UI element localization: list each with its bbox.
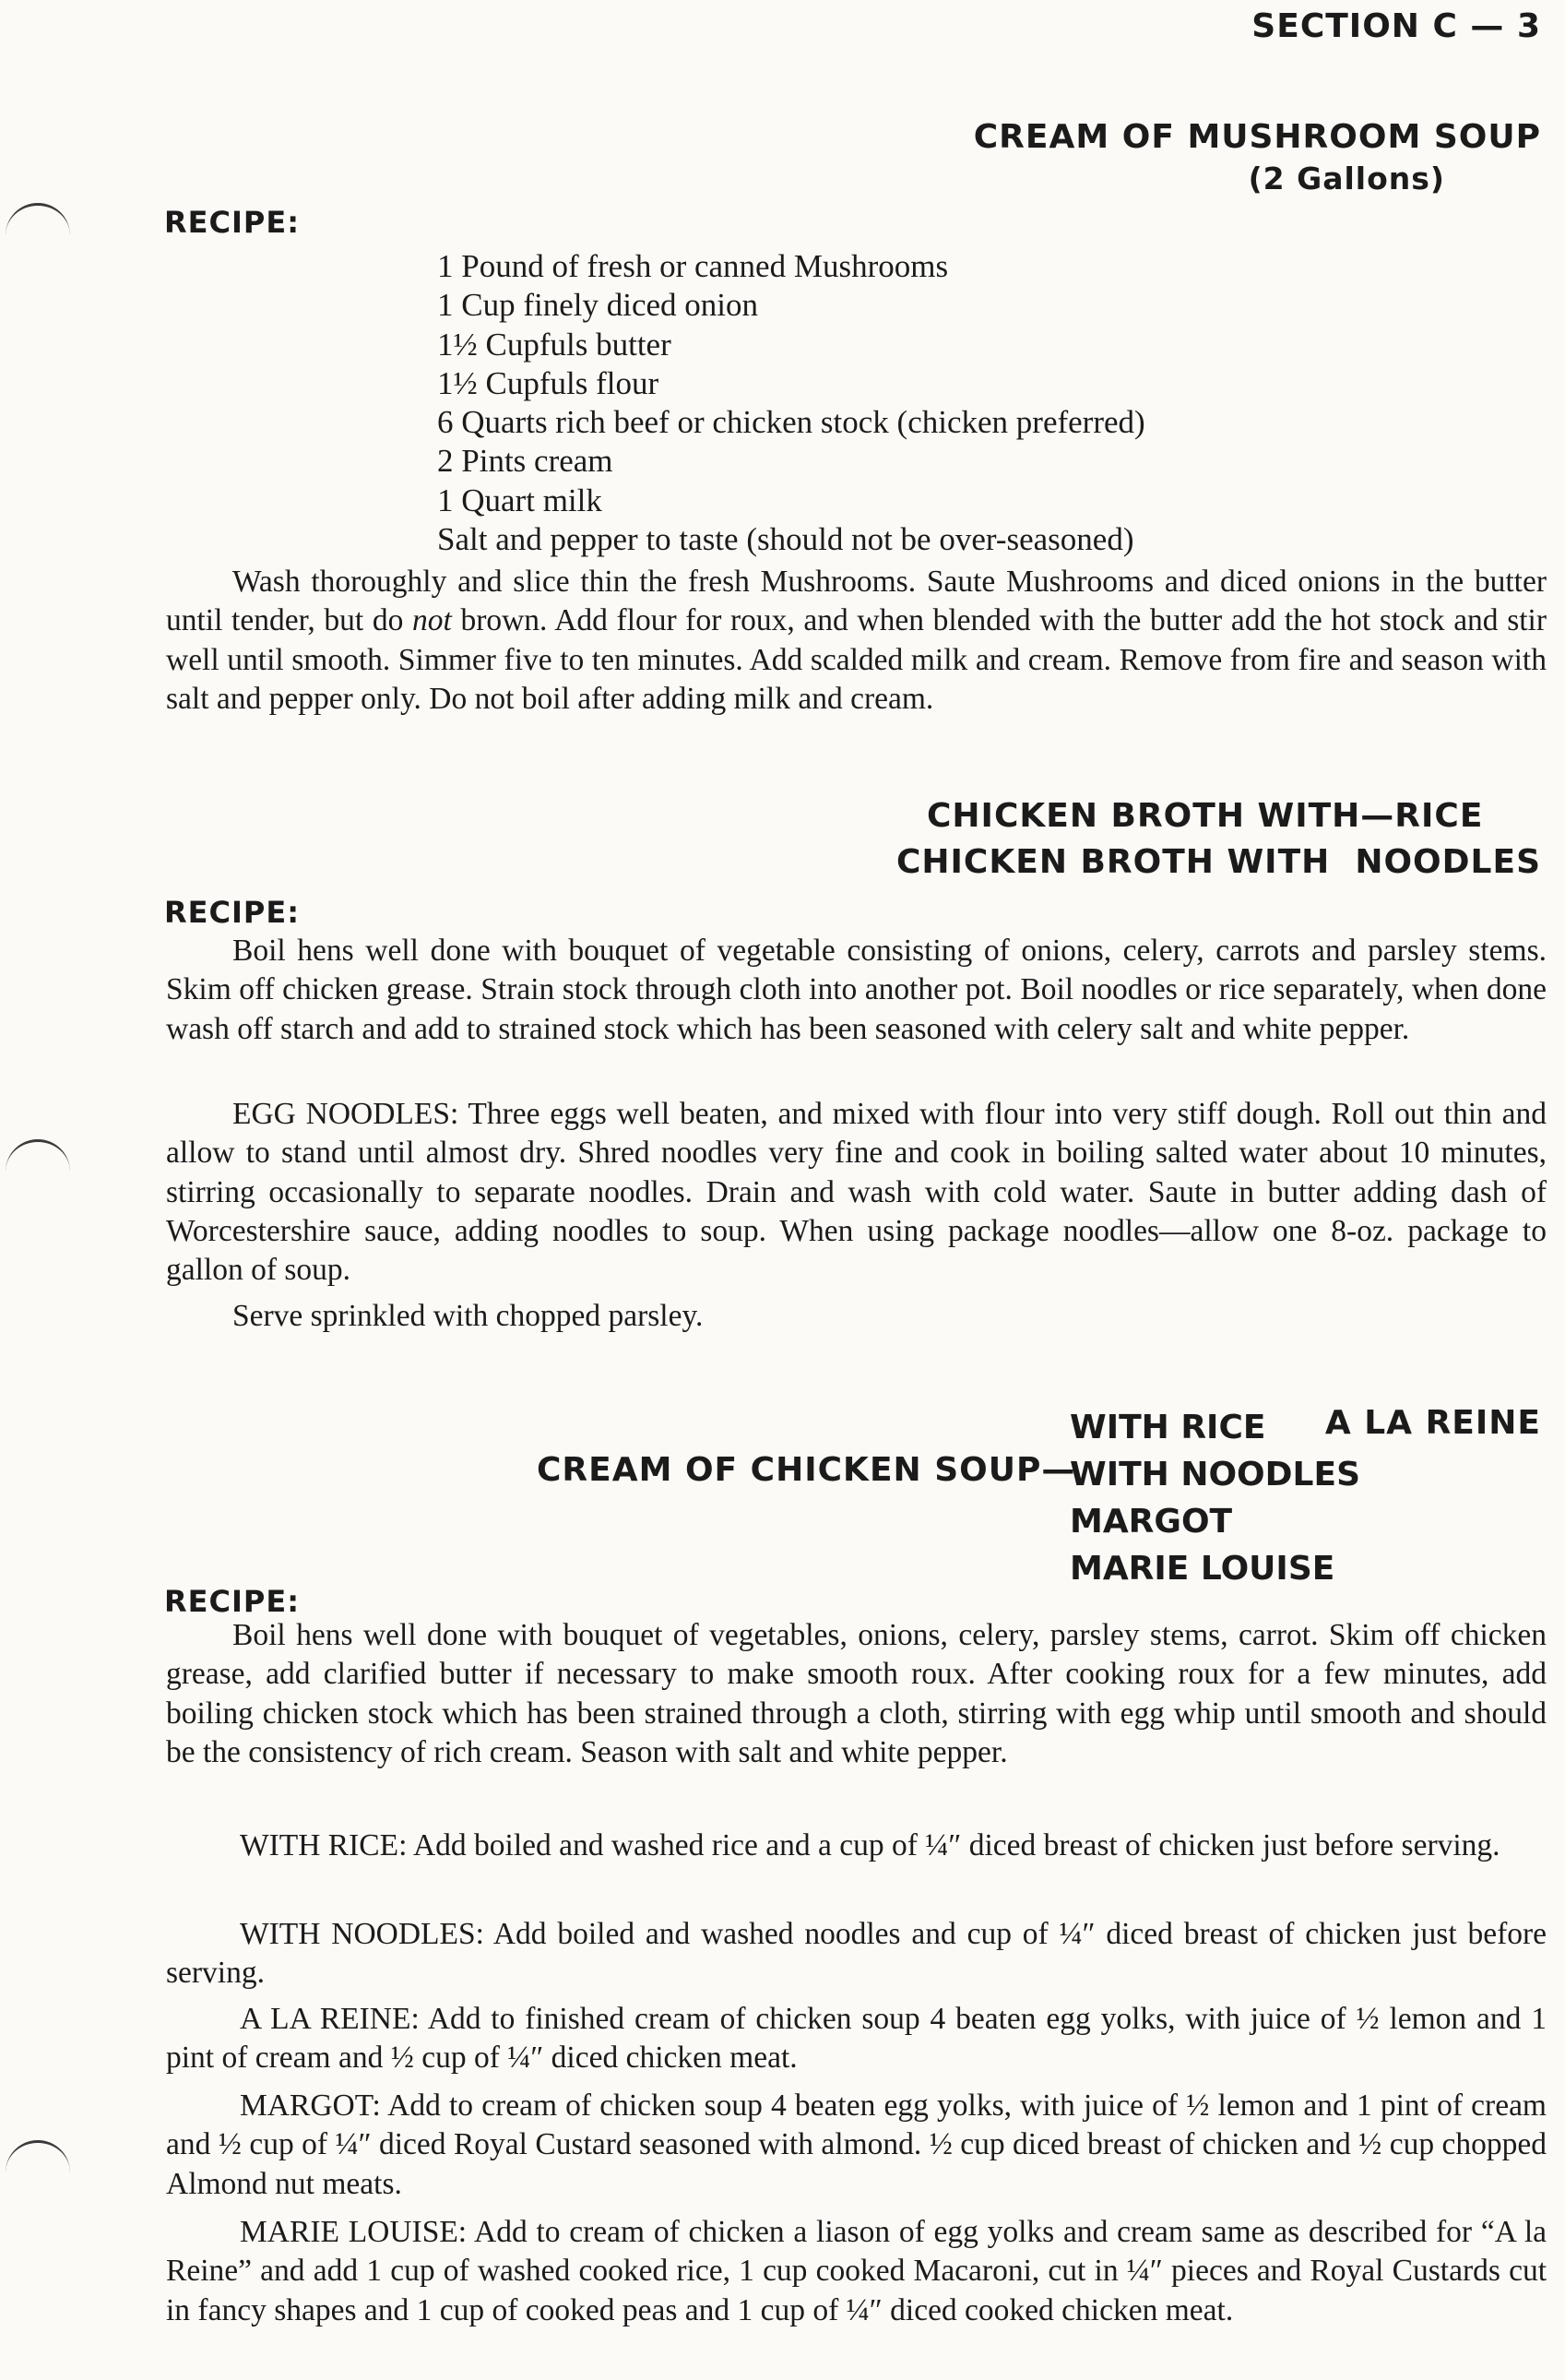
- broth-title-rice: CHICKEN BROTH WITH—RICE: [927, 797, 1484, 835]
- recipe-label: RECIPE:: [164, 205, 300, 240]
- recipe-label: RECIPE:: [164, 1584, 300, 1619]
- ingredient-item: 1 Quart milk: [437, 482, 602, 518]
- chicken-soup-directions: Boil hens well done with bouquet of vegetables, onions, celery, parsley stems, carrot. Skim off chicken grease, add clarified butter if necessary to make smooth roux. After cooking roux for a few minutes, add boiling chicken stock which has been strained through a cloth, stirring with egg whip until smooth and should be the consistency of rich cream. Season with salt and white pepper.: [166, 1618, 1547, 1769]
- chicken-variant-list: [1070, 1404, 1360, 1592]
- egg-noodles-directions: EGG NOODLES: Three eggs well beaten, and mixed with flour into very stiff dough. Roll out thin and allow to stand until almost dry. Shred noodles very fine and cook in boiling salted water about 10 minutes, stirring occasionally to separate noodles. Drain and wash with cold water. Saute in butter adding dash of Worcestershire sauce, adding noodles to soup. When using package noodles—allow one 8-oz. package to gallon of soup.: [166, 1097, 1547, 1288]
- with-noodles-directions: WITH NOODLES: Add boiled and washed noodles and cup of ¼″ diced breast of chicken just before serving.: [166, 1917, 1547, 1991]
- variant-margot: MARGOT: [1070, 1503, 1233, 1541]
- section-header: SECTION C — 3: [1251, 7, 1541, 45]
- ingredient-item: 1½ Cupfuls butter: [437, 326, 671, 363]
- ingredient-item: 1½ Cupfuls flour: [437, 364, 659, 401]
- ingredient-item: 1 Cup finely diced onion: [437, 287, 759, 324]
- broth-title-noodles: CHICKEN BROTH WITH NOODLES: [895, 843, 1541, 881]
- ingredient-item: 2 Pints cream: [437, 443, 613, 480]
- binder-hole-mark: [6, 203, 70, 261]
- variant-with-noodles: WITH NOODLES: [1070, 1456, 1360, 1493]
- marie-louise-directions: MARIE LOUISE: Add to cream of chicken a liason of egg yolks and cream same as described for “A la Reine” and add 1 cup of washed cooked rice, 1 cup cooked Macaroni, cut in ¼″ pieces and Royal Custards cut in fancy shapes and 1 cup of cooked peas and 1 cup of ¼″ diced cooked chicken meat.: [166, 2215, 1547, 2327]
- ingredient-item: 1 Pound of fresh or canned Mushrooms: [437, 248, 949, 284]
- ingredient-item: 6 Quarts rich beef or chicken stock (chicken preferred): [437, 404, 1145, 441]
- broth-directions: Boil hens well done with bouquet of vegetable consisting of onions, celery, carrots and parsley stems. Skim off chicken grease. Strain stock through cloth into another pot. Boil noodles or rice separately, when done wash off starch and add to strained stock which has been seasoned with celery salt and white pepper.: [166, 934, 1547, 1046]
- with-rice-directions: WITH RICE: Add boiled and washed rice and a cup of ¼″ diced breast of chicken just before serving.: [240, 1828, 1500, 1862]
- variant-with-rice: WITH RICE: [1070, 1409, 1266, 1446]
- margot-directions: MARGOT: Add to cream of chicken soup 4 beaten egg yolks, with juice of ½ lemon and 1 pint of cream and ½ cup of ¼″ diced Royal Custard seasoned with almond. ½ cup diced breast of chicken and ½ cup chopped Almond nut meats.: [166, 2088, 1547, 2201]
- a-la-reine-directions: A LA REINE: Add to finished cream of chicken soup 4 beaten egg yolks, with juice of ½ lemon and 1 pint of cream and ½ cup of ¼″ diced chicken meat.: [166, 2002, 1547, 2076]
- binder-hole-mark: [6, 1139, 70, 1197]
- broth-serving-note: Serve sprinkled with chopped parsley.: [232, 1299, 704, 1333]
- mushroom-title: CREAM OF MUSHROOM SOUP: [973, 118, 1541, 156]
- variant-a-la-reine: A LA REINE: [1324, 1404, 1541, 1442]
- mushroom-subtitle: (2 Gallons): [1248, 161, 1445, 196]
- chicken-soup-title: CREAM OF CHICKEN SOUP—: [537, 1451, 1076, 1489]
- variant-marie-louise: MARIE LOUISE: [1070, 1550, 1335, 1588]
- recipe-label: RECIPE:: [164, 895, 300, 930]
- mushroom-directions: Wash thoroughly and slice thin the fresh Mushrooms. Saute Mushrooms and diced onions in the butter until tender, but do not brown. Add flour for roux, and when blended with the butter add the hot stock and stir well until smooth. Simmer five to ten minutes. Add scalded milk and cream. Remove from fire and season with salt and pepper only. Do not boil after adding milk and cream.: [166, 565, 1547, 716]
- ingredient-list: [437, 247, 1145, 559]
- ingredient-item: Salt and pepper to taste (should not be over-seasoned): [437, 521, 1134, 558]
- binder-hole-mark: [6, 2140, 70, 2198]
